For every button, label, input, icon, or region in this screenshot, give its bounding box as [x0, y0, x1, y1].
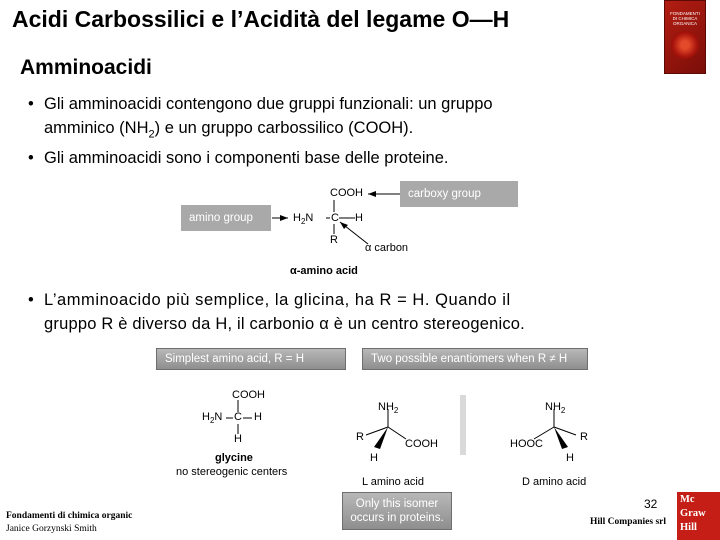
bullet-item — [28, 288, 698, 336]
d-amino-acid-caption: D amino acid — [522, 476, 587, 488]
footer-book-title: Fondamenti di chimica organic — [6, 511, 133, 521]
d-nh2: $NH_2$ — [545, 401, 566, 416]
amino-group-tag: amino group — [181, 205, 271, 231]
figure1-caption: α-amino acid — [290, 265, 358, 277]
h2n-label: $H_2N$ — [293, 212, 314, 227]
bullet-item — [28, 146, 698, 170]
h-atom: H — [355, 212, 363, 224]
glycine-h-right: H — [254, 411, 262, 423]
cover-title-line: FONDAMENTI — [670, 11, 700, 16]
alpha-carbon-label: α carbon — [365, 242, 409, 254]
bullet-item — [28, 92, 698, 140]
section-heading: Amminoacidi — [20, 56, 152, 79]
cooh-label: COOH — [330, 187, 363, 199]
bullet-text: gruppo R è diverso da H, il carbonio α è un centro stereogenico. — [44, 315, 525, 333]
bullet-dot: • — [28, 149, 34, 167]
mcgraw-hill-logo — [677, 492, 720, 540]
logo-line: Hill — [680, 522, 697, 533]
bullet-text: Gli amminoacidi contengono due gruppi funzionali: un gruppo — [44, 95, 493, 113]
cover-flower-graphic — [671, 31, 699, 59]
book-cover-title — [667, 11, 703, 26]
isomer-note-line: occurs in proteins. — [350, 512, 444, 524]
carboxy-group-tag: carboxy group — [400, 181, 518, 207]
glycine-h2n: $H_2N$ — [202, 411, 223, 426]
cover-title-line: DI CHIMICA — [672, 16, 698, 21]
glycine-note: no stereogenic centers — [176, 466, 288, 478]
l-nh2: $NH_2$ — [378, 401, 399, 416]
logo-line: Mc — [680, 494, 695, 505]
bullet-text: L’amminoacido più semplice, la glicina, ha R = H. Quando il — [44, 291, 511, 309]
l-amino-acid-caption: L amino acid — [362, 476, 424, 488]
r-group: R — [330, 234, 338, 246]
l-r-group: R — [356, 431, 364, 443]
bullet-text: Gli amminoacidi sono i componenti base delle proteine. — [44, 149, 449, 167]
d-hooc: HOOC — [510, 438, 543, 450]
bullet-text: amminico $(NH_2)$ e un gruppo carbossilico (COOH). — [44, 119, 414, 141]
logo-line: Graw — [680, 508, 706, 519]
page-number: 32 — [644, 497, 658, 511]
glycine-carbon: C — [234, 411, 242, 423]
l-cooh: COOH — [405, 438, 438, 450]
glycine-caption: glycine — [215, 452, 253, 464]
d-r-group: R — [580, 431, 588, 443]
footer-book-info — [6, 510, 132, 536]
glycine-h-bottom: H — [234, 433, 242, 445]
cover-title-line: ORGANICA — [672, 21, 697, 26]
glycine-cooh: COOH — [232, 389, 265, 401]
enantiomers-tag: Two possible enantiomers when R ≠ H — [362, 348, 588, 370]
slide-title: Acidi Carbossilici e l’Acidità del legame O—H — [12, 6, 510, 32]
d-h: H — [566, 452, 574, 464]
book-cover-image — [664, 0, 706, 74]
bullet-dot: • — [28, 95, 34, 113]
isomer-note-line: Only this isomer — [355, 498, 439, 510]
alpha-carbon-atom: C — [331, 212, 339, 224]
bullet-dot: • — [28, 291, 34, 309]
footer-author: Janice Gorzynski Smith — [6, 524, 97, 534]
l-h: H — [370, 452, 378, 464]
simplest-amino-acid-tag: Simplest amino acid, R = H — [156, 348, 346, 370]
publisher-name: Hill Companies srl — [590, 517, 667, 527]
isomer-note-tag — [342, 492, 452, 530]
